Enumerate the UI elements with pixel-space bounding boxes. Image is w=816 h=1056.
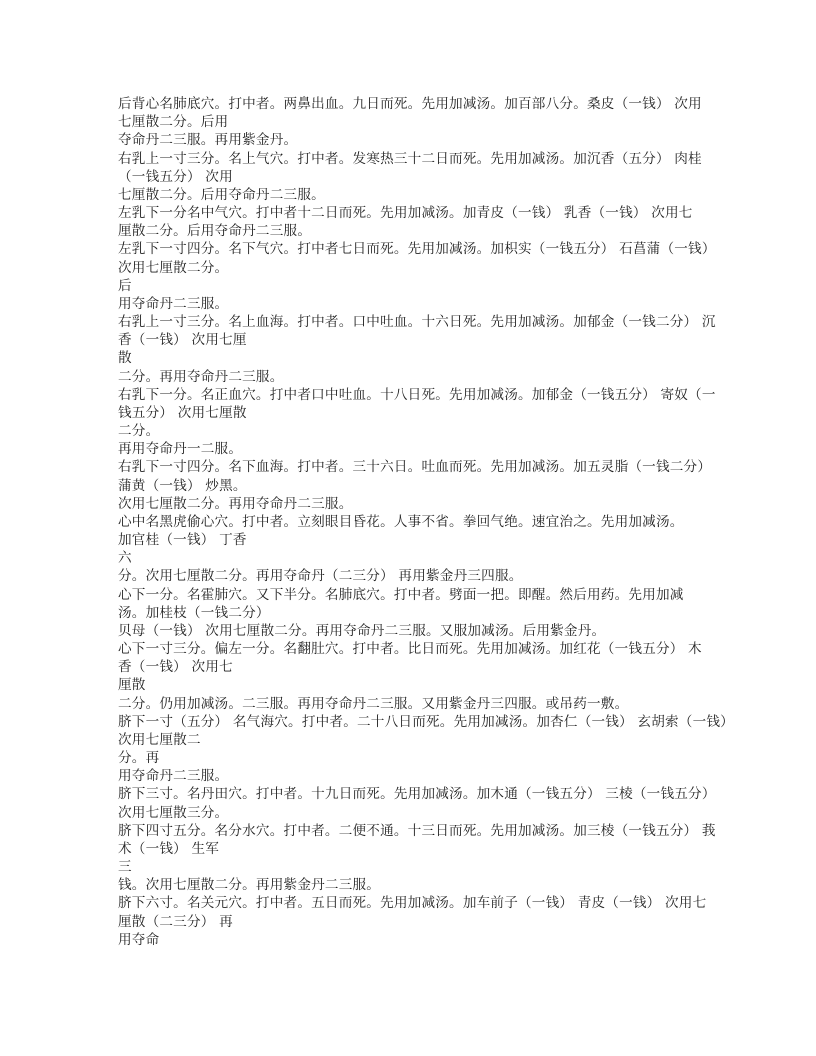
text-line: 用夺命丹二三服。 (118, 295, 229, 312)
text-line: 心下一分。名霍肺穴。又下半分。名肺底穴。打中者。劈面一把。即醒。然后用药。先用加减 (118, 586, 684, 603)
text-line: 散 (118, 350, 132, 367)
text-line: 钱。次用七厘散二分。再用紫金丹二三服。 (118, 877, 381, 894)
text-line: 后背心名肺底穴。打中者。两鼻出血。九日而死。先用加减汤。加百部八分。桑皮（一钱） 次用 (118, 96, 702, 112)
text-line: 左乳下一寸四分。名下气穴。打中者七日而死。先用加减汤。加枳实（一钱五分） 石菖蒲（一钱） (118, 241, 716, 258)
text-line: 术（一钱） 生军 (118, 840, 220, 857)
text-line: 心中名黑虎偷心穴。打中者。立刻眼目昏花。人事不省。拳回气绝。速宜治之。先用加减汤。 (118, 513, 684, 530)
text-line: 左乳下一分名中气穴。打中者十二日而死。先用加减汤。加青皮（一钱） 乳香（一钱） 次用七 (118, 205, 693, 222)
text-line: 七厘散二分。后用夺命丹二三服。 (118, 186, 325, 203)
text-line: 七厘散二分。后用 (118, 114, 229, 131)
text-line: 心下一寸三分。偏左一分。名翻肚穴。打中者。比日而死。先用加减汤。加红花（一钱五分） 木 (118, 641, 702, 658)
text-line: 右乳上一寸三分。名上气穴。打中者。发寒热三十二日而死。先用加减汤。加沉香（五分） 肉桂 (118, 150, 702, 167)
text-line: 三 (118, 859, 132, 876)
text-line: 脐下三寸。名丹田穴。打中者。十九日而死。先用加减汤。加木通（一钱五分） 三棱（一钱五分） (118, 786, 716, 803)
text-line: 加官桂（一钱） 丁香 (118, 532, 247, 549)
text-line: 蒲黄（一钱） 炒黑。 (118, 477, 247, 494)
text-line: 香（一钱） 次用七 (118, 659, 233, 676)
text-line: 脐下一寸（五分） 名气海穴。打中者。二十八日而死。先用加减汤。加杏仁（一钱） 玄胡索（一钱） (118, 713, 734, 730)
text-line: 脐下六寸。名关元穴。打中者。五日而死。先用加减汤。加车前子（一钱） 青皮（一钱） 次用七 (118, 895, 707, 912)
text-line: 二分。再用夺命丹二三服。 (118, 368, 284, 385)
text-line: 钱五分） 次用七厘散 (118, 404, 247, 421)
text-line: 右乳下一寸四分。名下血海。打中者。三十六日。吐血而死。先用加减汤。加五灵脂（一钱二分） (118, 459, 712, 476)
text-line: （一钱五分） 次用 (118, 168, 233, 185)
text-line: 次用七厘散二分。 (118, 259, 229, 276)
text-line: 夺命丹二三服。再用紫金丹。 (118, 132, 298, 149)
text-line: 六 (118, 550, 132, 567)
text-line: 再用夺命丹一二服。 (118, 441, 243, 458)
text-line: 厘散（二三分） 再 (118, 913, 233, 930)
text-line: 贝母（一钱） 次用七厘散二分。再用夺命丹二三服。又服加减汤。后用紫金丹。 (118, 622, 606, 639)
text-line: 后 (118, 277, 132, 294)
text-line: 右乳上一寸三分。名上血海。打中者。口中吐血。十六日死。先用加减汤。加郁金（一钱二分） 沉 (118, 314, 716, 331)
text-line: 次用七厘散二分。再用夺命丹二三服。 (118, 495, 353, 512)
text-line: 分。次用七厘散二分。再用夺命丹（二三分） 再用紫金丹三四服。 (118, 568, 523, 585)
text-line: 二分。 (118, 423, 160, 440)
text-line: 厘散二分。后用夺命丹二三服。 (118, 223, 312, 240)
text-line: 脐下四寸五分。名分水穴。打中者。二便不通。十三日而死。先用加减汤。加三棱（一钱五分） 莪 (118, 822, 716, 839)
text-line: 分。再 (118, 750, 160, 767)
text-line: 次用七厘散三分。 (118, 804, 229, 821)
text-line: 汤。加桂枝（一钱二分） (118, 604, 270, 621)
text-line: 香（一钱） 次用七厘 (118, 332, 247, 349)
text-line: 二分。仍用加减汤。二三服。再用夺命丹二三服。又用紫金丹三四服。或吊药一敷。 (118, 695, 629, 712)
text-line: 用夺命 (118, 931, 160, 948)
text-line: 次用七厘散二 (118, 731, 201, 748)
text-line: 右乳下一分。名正血穴。打中者口中吐血。十八日死。先用加减汤。加郁金（一钱五分） 寄奴（一 (118, 386, 716, 403)
text-line: 用夺命丹二三服。 (118, 768, 229, 785)
text-line: 厘散 (118, 677, 146, 694)
